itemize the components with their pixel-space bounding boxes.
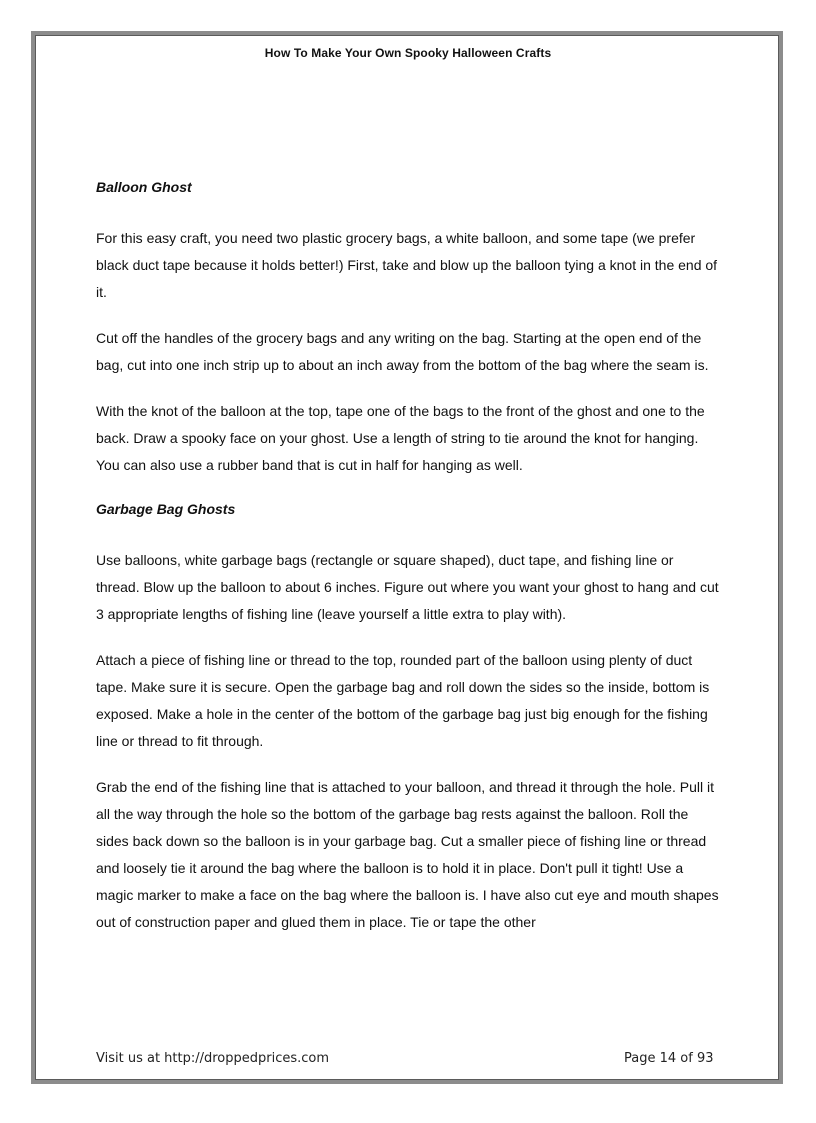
paragraph: Cut off the handles of the grocery bags and any writing on the bag. Starting at the open end of the bag, cut into one inch strip up to about an inch away from the bottom of the bag where the seam is.: [96, 330, 709, 373]
section-heading: Balloon Ghost: [96, 179, 192, 195]
section-balloon-ghost: [96, 176, 720, 479]
paragraph: Grab the end of the fishing line that is attached to your balloon, and thread it through the hole. Pull it all the way through the hole so the bottom of the garbage bag rests against the balloon. Roll the sides back down so the balloon is in your garbage bag. Cut a smaller piece of fishing line or thread and loosely tie it around the bag where the balloon is to hold it in place. Don't pull it tight! Use a magic marker to make a face on the bag where the balloon is. I have also cut eye and mouth shapes out of construction paper and glued them in place. Tie or tape the other: [96, 779, 719, 930]
footer-visit-link[interactable]: Visit us at http://droppedprices.com: [96, 1051, 330, 1066]
paragraph: For this easy craft, you need two plastic grocery bags, a white balloon, and some tape (we prefer black duct tape because it holds better!) First, take and blow up the balloon tying a knot in the end of it.: [96, 230, 718, 300]
running-header: How To Make Your Own Spooky Halloween Crafts: [264, 46, 552, 60]
section-garbage-bag-ghosts: [96, 498, 720, 936]
section-heading: Garbage Bag Ghosts: [96, 501, 236, 517]
page-content: [96, 176, 720, 955]
paragraph: Use balloons, white garbage bags (rectangle or square shaped), duct tape, and fishing line or thread. Blow up the balloon to about 6 inches. Figure out where you want your ghost to hang and cut 3 appropriate lengths of fishing line (leave yourself a little extra to play with).: [96, 552, 719, 622]
paragraph: With the knot of the balloon at the top, tape one of the bags to the front of the ghost and one to the back. Draw a spooky face on your ghost. Use a length of string to tie around the knot for hanging. You can also use a rubber band that is cut in half for hanging as well.: [96, 403, 705, 473]
paragraph: Attach a piece of fishing line or thread to the top, rounded part of the balloon using plenty of duct tape. Make sure it is secure. Open the garbage bag and roll down the sides so the inside, bottom is exposed. Make a hole in the center of the bottom of the garbage bag just big enough for the fishing line or thread to fit through.: [96, 652, 710, 749]
footer-page-number: Page 14 of 93: [624, 1051, 714, 1066]
